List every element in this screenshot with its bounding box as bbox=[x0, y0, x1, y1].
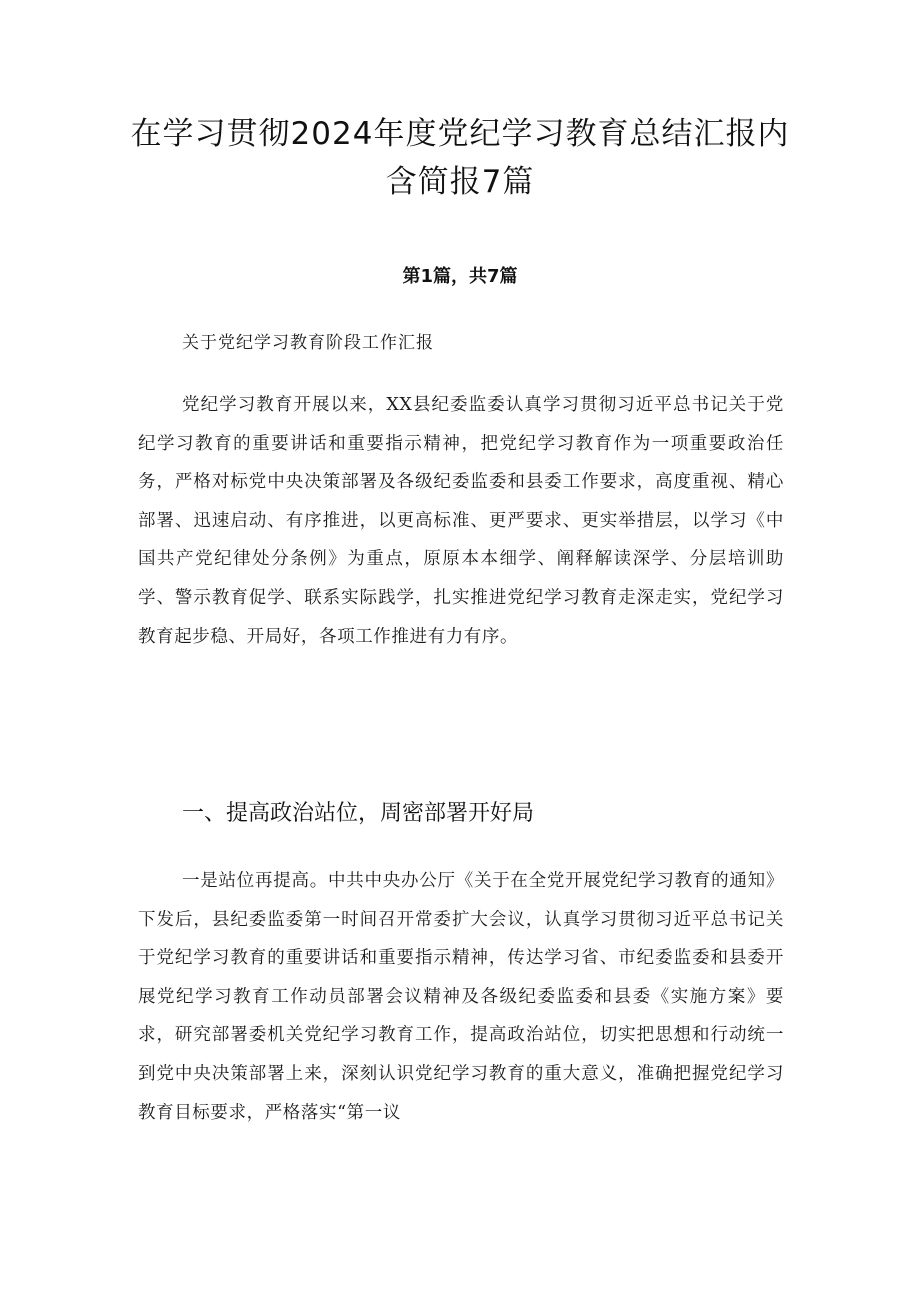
body-paragraph: 一是站位再提高。中共中央办公厅《关于在全党开展党纪学习教育的通知》下发后，县纪委监委第一时间召开常委扩大会议，认真学习贯彻习近平总书记关于党纪学习教育的重要讲话和重要指示精神，传达学习省、市纪委监委和县委开展党纪学习教育工作动员部署会议精神及各级纪委监委和县委《实施方案》要求，研究部署委机关党纪学习教育工作，提高政治站位，切实把思想和行动统一到党中央决策部署上来，深刻认识党纪学习教育的重大意义，准确把握党纪学习教育目标要求，严格落实“第一议 bbox=[138, 871, 784, 1123]
document-title: 在学习贯彻2024年度党纪学习教育总结汇报内含简报7篇 bbox=[130, 116, 790, 200]
intro-paragraph: 党纪学习教育开展以来，XX县纪委监委认真学习贯彻习近平总书记关于党纪学习教育的重要讲话和重要指示精神，把党纪学习教育作为一项重要政治任务，严格对标党中央决策部署及各级纪委监委和县委工作要求，高度重视、精心部署、迅速启动、有序推进，以更高标准、更严要求、更实举措层，以学习《中国共产党纪律处分条例》为重点，原原本本细学、阐释解读深学、分层培训助学、警示教育促学、联系实际践学，扎实推进党纪学习教育走深走实，党纪学习教育起步稳、开局好，各项工作推进有力有序。 bbox=[138, 395, 784, 647]
part-label: 第1篇，共7篇 bbox=[402, 266, 518, 287]
report-name: 关于党纪学习教育阶段工作汇报 bbox=[182, 333, 434, 353]
section-heading: 一、提高政治站位，周密部署开好局 bbox=[182, 801, 535, 826]
